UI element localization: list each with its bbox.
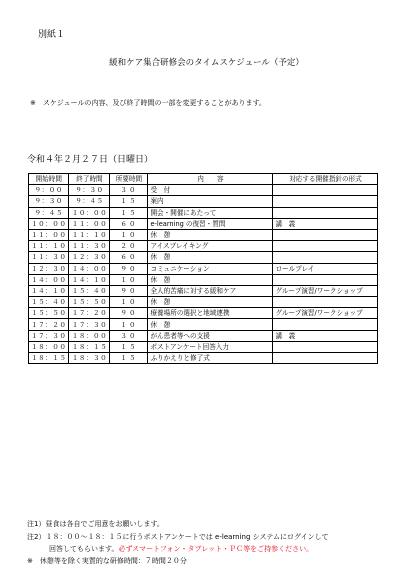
start-time-cell: １１：３０ — [29, 252, 69, 263]
end-time-cell: １０：００ — [69, 207, 110, 218]
end-time-cell: １８：３０ — [69, 353, 110, 364]
header-format: 対応する開催指針の形式 — [273, 174, 378, 185]
table-row — [29, 218, 378, 229]
format-cell — [273, 207, 378, 218]
format-cell — [273, 297, 378, 308]
end-time-cell: １１：００ — [69, 218, 110, 229]
table-row — [29, 341, 378, 352]
content-cell: 全人的苦痛に対する緩和ケア — [148, 285, 273, 296]
duration-cell: ９０ — [110, 285, 148, 296]
schedule-change-note: ※ スケジュールの内容、及び終了時間の一部を変更することがあります。 — [30, 99, 266, 107]
content-cell: 受 付 — [148, 185, 273, 196]
table-row — [29, 207, 378, 218]
start-time-cell: ９：４５ — [29, 207, 69, 218]
format-cell — [273, 229, 378, 240]
duration-cell: ３０ — [110, 330, 148, 341]
start-time-cell: １７：３０ — [29, 330, 69, 341]
note-lunch: 注1）昼食は各自でご用意をお願いします。 — [27, 520, 164, 528]
end-time-cell: １２：３０ — [69, 252, 110, 263]
end-time-cell: １４：００ — [69, 263, 110, 274]
duration-cell: １０ — [110, 229, 148, 240]
duration-cell: ３０ — [110, 185, 148, 196]
header-duration: 所要時間 — [110, 174, 148, 185]
note-post-survey: 注2）１８：００～１８：１５に行うポストアンケートでは e-learning システムにログインして — [27, 533, 329, 541]
format-cell: 講 義 — [273, 330, 378, 341]
start-time-cell: １５：４０ — [29, 297, 69, 308]
end-time-cell: １７：３０ — [69, 319, 110, 330]
content-cell: アイスブレイキング — [148, 241, 273, 252]
format-cell — [273, 241, 378, 252]
end-time-cell: １５：４０ — [69, 285, 110, 296]
duration-cell: ９０ — [110, 263, 148, 274]
end-time-cell: １８：００ — [69, 330, 110, 341]
end-time-cell: ９：３０ — [69, 185, 110, 196]
end-time-cell: １４：１０ — [69, 274, 110, 285]
table-row — [29, 308, 378, 319]
start-time-cell: １８：１５ — [29, 353, 69, 364]
format-cell — [273, 274, 378, 285]
end-time-cell: １８：１５ — [69, 341, 110, 352]
content-cell: コミュニケーション — [148, 263, 273, 274]
format-cell — [273, 252, 378, 263]
duration-cell: １０ — [110, 274, 148, 285]
table-row — [29, 353, 378, 364]
format-cell — [273, 341, 378, 352]
format-cell: グループ演習/ワークショップ — [273, 285, 378, 296]
end-time-cell: １７：２０ — [69, 308, 110, 319]
table-row — [29, 241, 378, 252]
note-answer-text: 回答してもらいます。 — [49, 545, 119, 553]
duration-cell: １５ — [110, 341, 148, 352]
table-row — [29, 229, 378, 240]
end-time-cell: １５：５０ — [69, 297, 110, 308]
start-time-cell: １１：１０ — [29, 241, 69, 252]
duration-cell: １５ — [110, 353, 148, 364]
start-time-cell: １１：００ — [29, 229, 69, 240]
table-row — [29, 263, 378, 274]
start-time-cell: １２：３０ — [29, 263, 69, 274]
table-row — [29, 319, 378, 330]
start-time-cell: ９：００ — [29, 185, 69, 196]
end-time-cell: ９：４５ — [69, 196, 110, 207]
content-cell: 休 憩 — [148, 274, 273, 285]
table-row — [29, 196, 378, 207]
start-time-cell: ９：３０ — [29, 196, 69, 207]
note-bring-device: 必ずスマートフォン・タブレット・ＰＣ等をご持参ください。 — [118, 545, 314, 553]
header-end-time: 終了時間 — [69, 174, 110, 185]
format-cell — [273, 319, 378, 330]
table-row — [29, 297, 378, 308]
content-cell: がん患者等への支援 — [148, 330, 273, 341]
annex-label: 別紙１ — [38, 30, 66, 40]
content-cell: 案内 — [148, 196, 273, 207]
format-cell: グループ演習/ワークショップ — [273, 308, 378, 319]
content-cell: 開会・開催にあたって — [148, 207, 273, 218]
content-cell: e-learning の復習・質問 — [148, 218, 273, 229]
duration-cell: ９０ — [110, 308, 148, 319]
start-time-cell: １０：００ — [29, 218, 69, 229]
duration-cell: １０ — [110, 297, 148, 308]
start-time-cell: １４：００ — [29, 274, 69, 285]
start-time-cell: １４：１０ — [29, 285, 69, 296]
duration-cell: ６０ — [110, 218, 148, 229]
duration-cell: ２０ — [110, 241, 148, 252]
format-cell: ロールプレイ — [273, 263, 378, 274]
header-content: 内 容 — [148, 174, 273, 185]
content-cell: ふりかえりと修了式 — [148, 353, 273, 364]
start-time-cell: １５：５０ — [29, 308, 69, 319]
table-row — [29, 252, 378, 263]
duration-cell: １５ — [110, 207, 148, 218]
duration-cell: １５ — [110, 196, 148, 207]
duration-cell: １０ — [110, 319, 148, 330]
end-time-cell: １１：１０ — [69, 229, 110, 240]
content-cell: 休 憩 — [148, 252, 273, 263]
content-cell: 休 憩 — [148, 297, 273, 308]
content-cell: 休 憩 — [148, 319, 273, 330]
note-post-survey-continued — [49, 544, 313, 554]
table-row — [29, 285, 378, 296]
schedule-table — [28, 173, 378, 364]
content-cell: ポストアンケート回答入力 — [148, 341, 273, 352]
content-cell: 療養場所の選択と地域連携 — [148, 308, 273, 319]
table-row — [29, 330, 378, 341]
format-cell — [273, 196, 378, 207]
table-row — [29, 274, 378, 285]
document-title: 緩和ケア集合研修会のタイムスケジュール（予定） — [109, 58, 304, 68]
start-time-cell: １８：００ — [29, 341, 69, 352]
start-time-cell: １７：２０ — [29, 319, 69, 330]
table-row — [29, 185, 378, 196]
format-cell: 講 義 — [273, 218, 378, 229]
content-cell: 休 憩 — [148, 229, 273, 240]
end-time-cell: １１：３０ — [69, 241, 110, 252]
note-training-hours: ※ 休憩等を除く実質的な研修時間：７時間２０分 — [27, 557, 187, 565]
table-header-row — [29, 174, 378, 185]
duration-cell: ６０ — [110, 252, 148, 263]
event-date: 令和４年２月２７日（日曜日） — [27, 155, 154, 165]
header-start-time: 開始時間 — [29, 174, 69, 185]
format-cell — [273, 185, 378, 196]
format-cell — [273, 353, 378, 364]
